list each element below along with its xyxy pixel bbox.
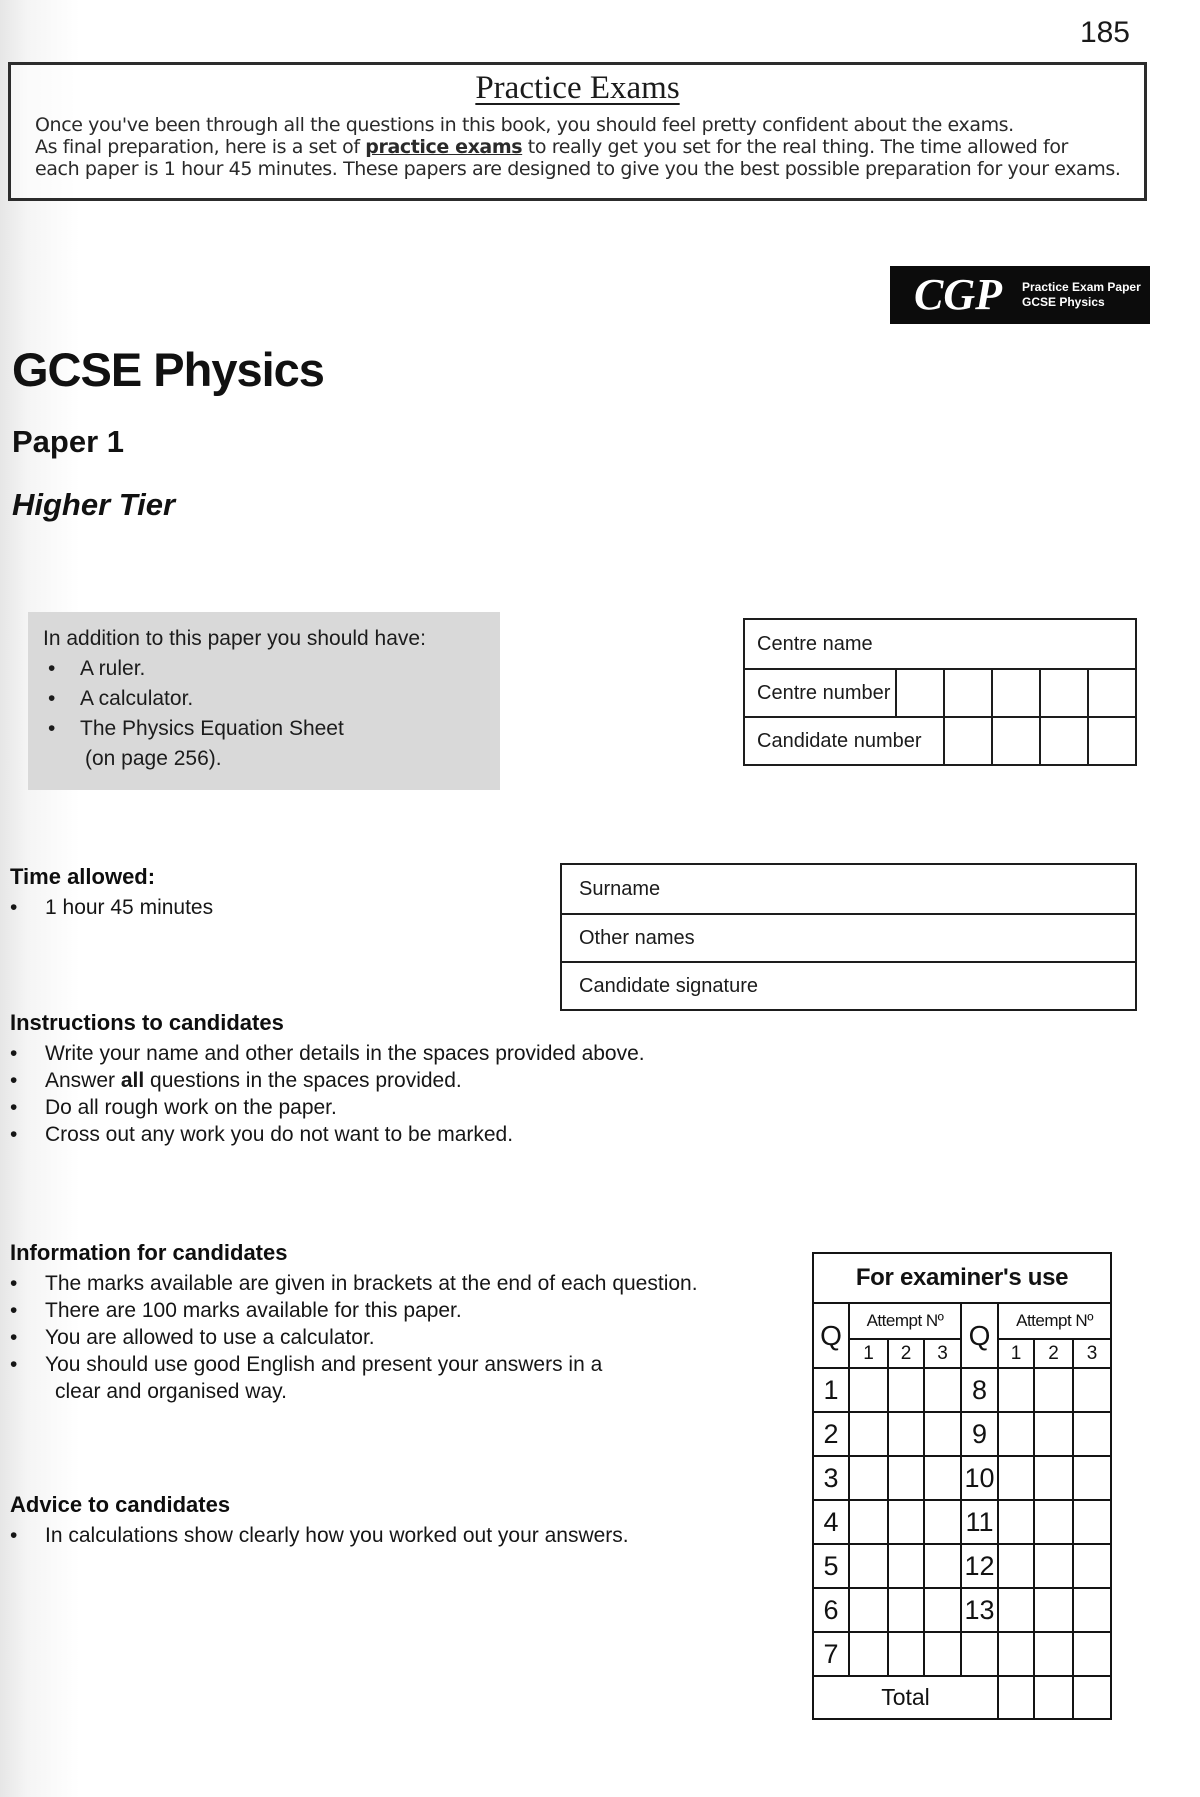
information-heading: Information for candidates bbox=[10, 1240, 288, 1265]
attempt-col: 3 bbox=[924, 1339, 961, 1368]
materials-item: • A calculator. bbox=[43, 684, 492, 714]
mark-cell bbox=[1073, 1368, 1111, 1412]
attempt-header: Attempt Nº bbox=[998, 1303, 1111, 1339]
materials-intro: In addition to this paper you should have: bbox=[43, 627, 426, 650]
surname-label: Surname bbox=[579, 877, 661, 900]
time-allowed-item: • 1 hour 45 minutes bbox=[10, 894, 213, 921]
mark-cell bbox=[924, 1456, 961, 1500]
mark-cell bbox=[924, 1632, 961, 1676]
entry-box bbox=[943, 670, 991, 716]
intro-line-3: each paper is 1 hour 45 minutes. These papers are designed to give you the best possible preparation for your exams. bbox=[35, 158, 1121, 180]
information-item-continuation: clear and organised way. bbox=[55, 1380, 287, 1403]
advice-heading: Advice to candidates bbox=[10, 1492, 231, 1517]
mark-cell bbox=[998, 1500, 1034, 1544]
mark-cell bbox=[924, 1368, 961, 1412]
question-number-cell: 6 bbox=[813, 1588, 849, 1632]
bullet-icon bbox=[10, 1297, 45, 1324]
entry-box bbox=[943, 718, 991, 764]
attempt-col: 2 bbox=[888, 1339, 924, 1368]
bullet-icon bbox=[10, 894, 45, 921]
centre-number-label: Centre number bbox=[757, 681, 891, 704]
mark-cell bbox=[924, 1500, 961, 1544]
mark-cell bbox=[1073, 1500, 1111, 1544]
attempt-col: 1 bbox=[998, 1339, 1034, 1368]
bullet-icon bbox=[10, 1121, 45, 1148]
page-number: 185 bbox=[1079, 16, 1130, 49]
question-number-cell: 2 bbox=[813, 1412, 849, 1456]
mark-cell bbox=[1073, 1544, 1111, 1588]
information-section bbox=[10, 1240, 698, 1405]
instruction-item: • Answer all questions in the spaces provided. bbox=[10, 1067, 645, 1094]
question-number-cell: 5 bbox=[813, 1544, 849, 1588]
centre-number-row bbox=[745, 668, 1135, 716]
mark-cell bbox=[1073, 1632, 1111, 1676]
paper-title: Paper 1 bbox=[12, 424, 125, 459]
examiner-table-title: For examiner's use bbox=[813, 1253, 1111, 1303]
advice-item: • In calculations show clearly how you worked out your answers. bbox=[10, 1522, 629, 1549]
mark-cell bbox=[849, 1500, 888, 1544]
instructions-section bbox=[10, 1010, 645, 1148]
question-row bbox=[813, 1544, 1111, 1588]
bullet-icon bbox=[10, 1324, 45, 1351]
bullet-icon bbox=[43, 684, 80, 714]
mark-cell bbox=[924, 1544, 961, 1588]
centre-name-label: Centre name bbox=[757, 632, 873, 655]
mark-cell bbox=[888, 1368, 924, 1412]
mark-cell bbox=[888, 1500, 924, 1544]
question-number-cell: 11 bbox=[961, 1500, 998, 1544]
question-row bbox=[813, 1588, 1111, 1632]
question-number-cell: 7 bbox=[813, 1632, 849, 1676]
time-allowed-section bbox=[10, 864, 213, 921]
question-row bbox=[813, 1632, 1111, 1676]
candidate-signature-row bbox=[562, 961, 1135, 1009]
bullet-icon bbox=[10, 1067, 45, 1094]
question-number-cell: 10 bbox=[961, 1456, 998, 1500]
time-allowed-heading: Time allowed: bbox=[10, 864, 156, 889]
mark-cell bbox=[998, 1456, 1034, 1500]
candidate-signature-label: Candidate signature bbox=[579, 974, 759, 997]
entry-box bbox=[1087, 670, 1135, 716]
bullet-icon bbox=[10, 1040, 45, 1067]
question-row bbox=[813, 1368, 1111, 1412]
mark-cell bbox=[1034, 1544, 1073, 1588]
intro-line-2: As final preparation, here is a set of practice exams to really get you set for the real thing. The time allowed for bbox=[35, 136, 1068, 158]
mark-cell bbox=[849, 1456, 888, 1500]
mark-cell bbox=[888, 1456, 924, 1500]
cgp-brand: CGP bbox=[914, 270, 1002, 319]
question-row bbox=[813, 1412, 1111, 1456]
bullet-icon bbox=[43, 714, 80, 744]
mark-cell bbox=[888, 1544, 924, 1588]
surname-row bbox=[562, 865, 1135, 913]
entry-box bbox=[1039, 670, 1087, 716]
question-number-cell: 9 bbox=[961, 1412, 998, 1456]
mark-cell bbox=[888, 1588, 924, 1632]
mark-cell bbox=[998, 1412, 1034, 1456]
question-number-cell: 3 bbox=[813, 1456, 849, 1500]
mark-cell bbox=[888, 1412, 924, 1456]
cgp-logo-badge bbox=[890, 266, 1150, 324]
question-row bbox=[813, 1456, 1111, 1500]
bullet-icon bbox=[10, 1094, 45, 1121]
bullet-icon bbox=[10, 1351, 45, 1378]
materials-item: • A ruler. bbox=[43, 654, 492, 684]
question-number-cell: 13 bbox=[961, 1588, 998, 1632]
entry-box bbox=[1039, 718, 1087, 764]
examiner-table bbox=[812, 1252, 1112, 1720]
mark-cell bbox=[1034, 1456, 1073, 1500]
candidate-number-label: Candidate number bbox=[757, 729, 922, 752]
centre-details-table bbox=[743, 618, 1137, 766]
materials-box bbox=[28, 612, 500, 790]
information-item: • The marks available are given in brackets at the end of each question. bbox=[10, 1270, 698, 1297]
materials-item: • The Physics Equation Sheet bbox=[43, 714, 492, 744]
instructions-heading: Instructions to candidates bbox=[10, 1010, 284, 1035]
attempt-col: 1 bbox=[849, 1339, 888, 1368]
question-number-cell: 12 bbox=[961, 1544, 998, 1588]
entry-box bbox=[895, 670, 943, 716]
attempt-header: Attempt Nº bbox=[849, 1303, 961, 1339]
instruction-item: • Cross out any work you do not want to be marked. bbox=[10, 1121, 645, 1148]
other-names-row bbox=[562, 913, 1135, 961]
q-header: Q bbox=[961, 1303, 998, 1368]
mark-cell bbox=[998, 1368, 1034, 1412]
mark-cell bbox=[998, 1544, 1034, 1588]
mark-cell bbox=[924, 1412, 961, 1456]
entry-box bbox=[991, 670, 1039, 716]
question-number-cell: 8 bbox=[961, 1368, 998, 1412]
mark-cell bbox=[1034, 1412, 1073, 1456]
mark-cell bbox=[1034, 1368, 1073, 1412]
total-label: Total bbox=[813, 1676, 998, 1719]
mark-cell bbox=[1034, 1500, 1073, 1544]
mark-cell bbox=[1073, 1588, 1111, 1632]
other-names-label: Other names bbox=[579, 926, 695, 949]
tier-title: Higher Tier bbox=[12, 487, 176, 522]
mark-cell bbox=[998, 1632, 1034, 1676]
information-item: • There are 100 marks available for this paper. bbox=[10, 1297, 698, 1324]
candidate-number-row bbox=[745, 716, 1135, 764]
bullet-icon bbox=[10, 1522, 45, 1549]
mark-cell bbox=[849, 1544, 888, 1588]
mark-cell bbox=[924, 1588, 961, 1632]
question-number-cell: 4 bbox=[813, 1500, 849, 1544]
information-item: • You should use good English and present your answers in a bbox=[10, 1351, 698, 1378]
mark-cell bbox=[849, 1588, 888, 1632]
materials-item-continuation: (on page 256). bbox=[85, 747, 222, 770]
attempt-col: 3 bbox=[1073, 1339, 1111, 1368]
bullet-icon bbox=[10, 1270, 45, 1297]
question-number-cell bbox=[961, 1632, 998, 1676]
entry-box bbox=[991, 718, 1039, 764]
mark-cell bbox=[1034, 1588, 1073, 1632]
total-cell bbox=[998, 1676, 1034, 1719]
subject-title: GCSE Physics bbox=[12, 343, 324, 396]
mark-cell bbox=[849, 1368, 888, 1412]
mark-cell bbox=[849, 1632, 888, 1676]
logo-caption-line-1: Practice Exam Paper bbox=[1022, 280, 1141, 294]
instruction-item: • Write your name and other details in the spaces provided above. bbox=[10, 1040, 645, 1067]
bullet-icon bbox=[43, 654, 80, 684]
candidate-details-table bbox=[560, 863, 1137, 1011]
mark-cell bbox=[998, 1588, 1034, 1632]
q-header: Q bbox=[813, 1303, 849, 1368]
mark-cell bbox=[888, 1632, 924, 1676]
entry-box bbox=[1087, 718, 1135, 764]
advice-section bbox=[10, 1492, 629, 1549]
question-row bbox=[813, 1500, 1111, 1544]
logo-caption-line-2: GCSE Physics bbox=[1022, 295, 1105, 309]
mark-cell bbox=[1073, 1412, 1111, 1456]
total-cell bbox=[1073, 1676, 1111, 1719]
total-cell bbox=[1034, 1676, 1073, 1719]
intro-line-1: Once you've been through all the questions in this book, you should feel pretty confident about the exams. bbox=[35, 114, 1014, 136]
mark-cell bbox=[849, 1412, 888, 1456]
instruction-item: • Do all rough work on the paper. bbox=[10, 1094, 645, 1121]
information-item: • You are allowed to use a calculator. bbox=[10, 1324, 698, 1351]
centre-name-row bbox=[745, 620, 1135, 668]
mark-cell bbox=[1073, 1456, 1111, 1500]
mark-cell bbox=[1034, 1632, 1073, 1676]
practice-exams-title: Practice Exams bbox=[475, 70, 680, 106]
question-number-cell: 1 bbox=[813, 1368, 849, 1412]
attempt-col: 2 bbox=[1034, 1339, 1073, 1368]
practice-exams-box bbox=[8, 62, 1147, 201]
